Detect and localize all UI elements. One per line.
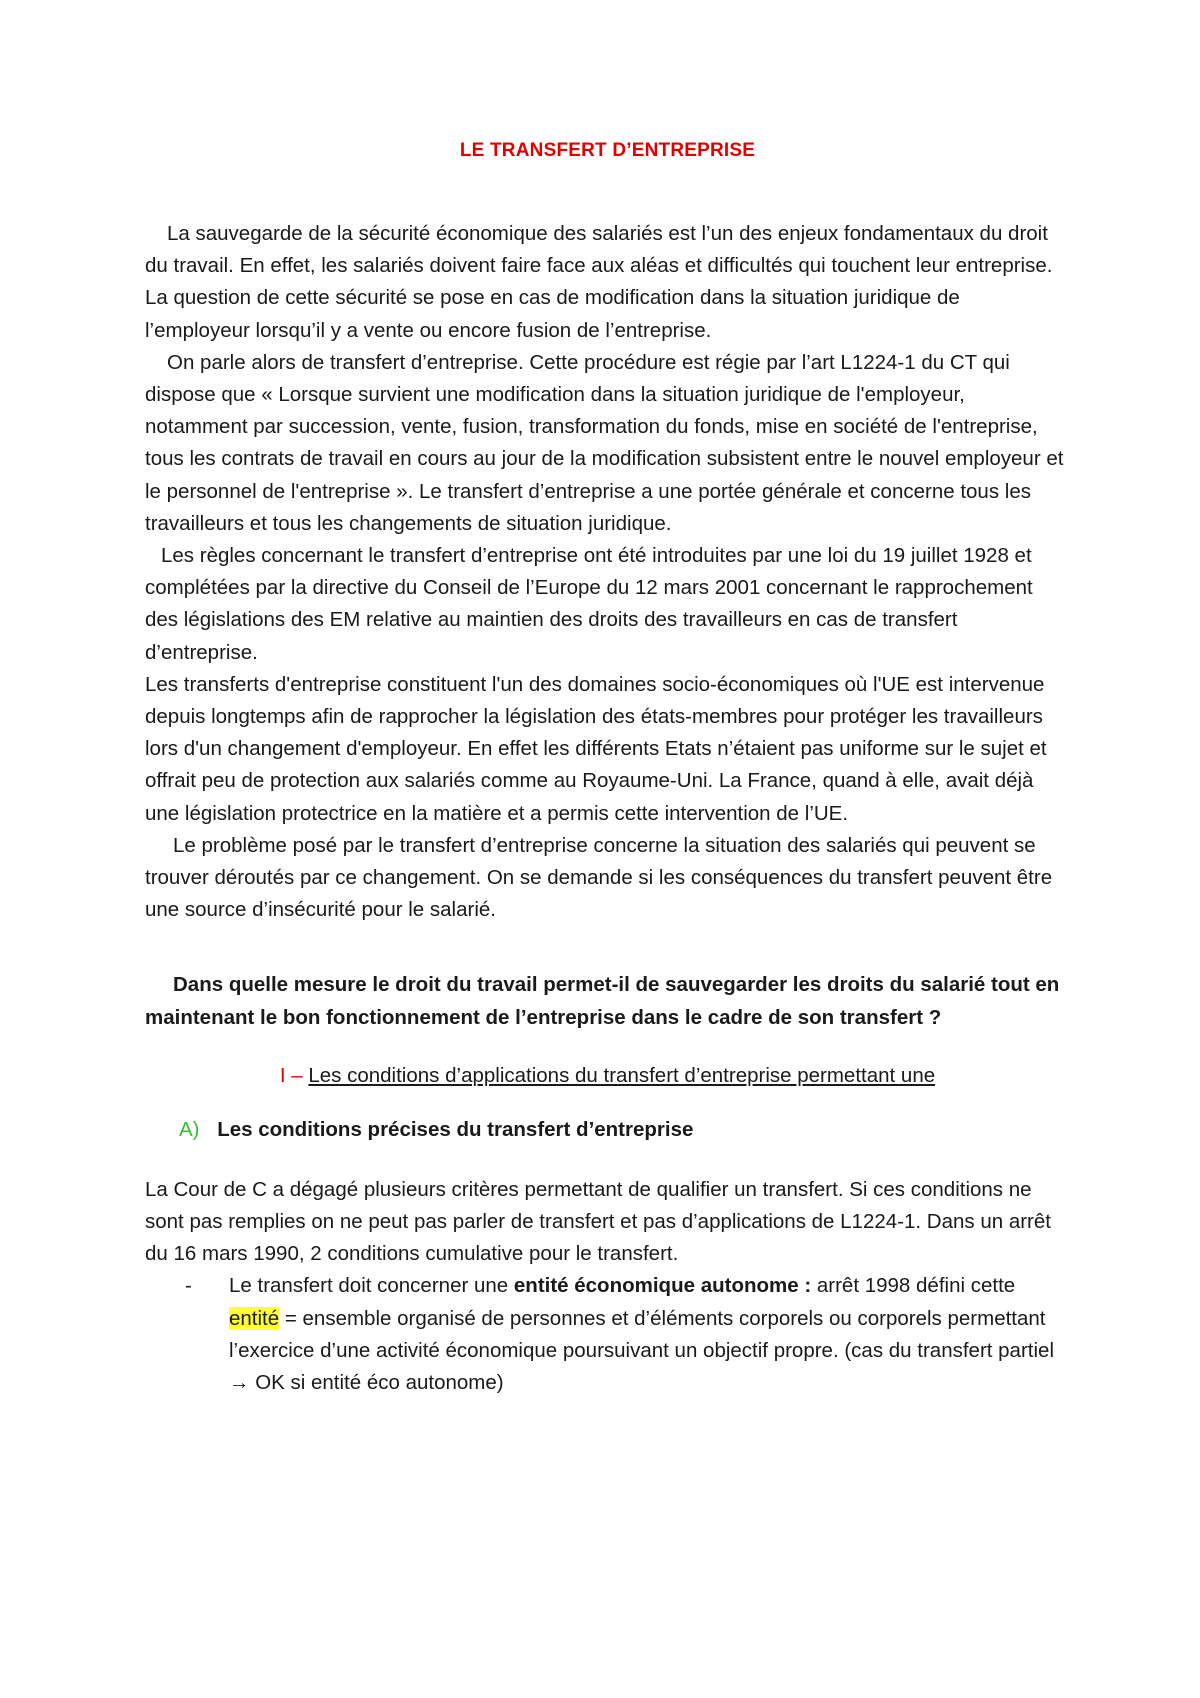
document-title: LE TRANSFERT D’ENTREPRISE xyxy=(459,140,756,161)
bullet-mid: arrêt 1998 défini cette xyxy=(811,1274,1016,1298)
bullet-end: OK si entité éco autonome) xyxy=(249,1371,504,1395)
problem-question: Dans quelle mesure le droit du travail permet-il de sauvegarder les droits du salarié tout en maintenant le bon fonctionnement de l’entreprise dans le cadre de son transfert ? xyxy=(145,973,1060,1029)
subsection-letter: A) xyxy=(179,1117,200,1141)
section-heading-1 xyxy=(145,1064,1070,1088)
highlighted-word: entité xyxy=(229,1306,280,1330)
subsection-heading-a xyxy=(179,1118,1070,1142)
intro-paragraph-2: On parle alors de transfert d’entreprise. Cette procédure est régie par l’art L1224-1 du CT qui dispose que « Lorsque survient une modification dans la situation juridique de l'employeur, notamment par succession, vente, fusion, transformation du fonds, mise en société de l'entreprise, tous les contrats de travail en cours au jour de la modification subsistent entre le nouvel employeur et le personnel de l'entreprise ». Le transfert d’entreprise a une portée générale et concerne tous les travailleurs et tous les changements de situation juridique. xyxy=(145,350,1064,535)
arrow-icon: → xyxy=(229,1371,250,1395)
list-item xyxy=(145,1270,1070,1399)
intro-paragraph-4: Les transferts d'entreprise constituent l'un des domaines socio-économiques où l'UE est intervenue depuis longtemps afin de rapprocher la législation des états-membres pour protéger les travailleurs lors d'un changement d'employeur. En effet les différents Etats n’étaient pas uniforme sur le sujet et offrait peu de protection aux salariés comme au Royaume-Uni. La France, quand à elle, avait déjà une législation protectrice en la matière et a permis cette intervention de l’UE. xyxy=(145,672,1047,825)
bullet-rest: = ensemble organisé de personnes et d’éléments corporels ou corporels permettant l’exercice d’une activité économique poursuivant un objectif propre. (cas du transfert partiel xyxy=(229,1306,1054,1362)
section-title: Les conditions d’applications du transfert d’entreprise permettant une xyxy=(308,1063,936,1087)
bullet-dash: - xyxy=(185,1274,192,1298)
section-numeral: I – xyxy=(279,1063,303,1087)
document-page xyxy=(145,140,1070,1399)
subsection-title: Les conditions précises du transfert d’entreprise xyxy=(217,1117,694,1141)
conditions-paragraph: La Cour de C a dégagé plusieurs critères permettant de qualifier un transfert. Si ces conditions ne sont pas remplies on ne peut pas parler de transfert et pas d’applications de L1224-1. Dans un arrêt du 16 mars 1990, 2 conditions cumulative pour le transfert. xyxy=(145,1177,1051,1266)
bullet-bold-term: entité économique autonome : xyxy=(513,1274,812,1298)
bullet-lead: Le transfert doit concerner une xyxy=(229,1274,514,1298)
intro-paragraph-3: Les règles concernant le transfert d’entreprise ont été introduites par une loi du 19 juillet 1928 et complétées par la directive du Conseil de l’Europe du 12 mars 2001 concernant le rapprochement des législations des EM relative au maintien des droits des travailleurs en cas de transfert d’entreprise. xyxy=(145,544,1033,664)
intro-paragraph-1: La sauvegarde de la sécurité économique des salariés est l’un des enjeux fondamentaux du droit du travail. En effet, les salariés doivent faire face aux aléas et difficultés qui touchent leur entreprise. La question de cette sécurité se pose en cas de modification dans la situation juridique de l’employeur lorsqu’il y a vente ou encore fusion de l’entreprise. xyxy=(145,222,1053,342)
intro-paragraph-5: Le problème posé par le transfert d’entreprise concerne la situation des salariés qui peuvent se trouver déroutés par ce changement. On se demande si les conséquences du transfert peuvent être une source d’insécurité pour le salarié. xyxy=(145,833,1053,922)
bullet-text xyxy=(229,1270,1070,1399)
